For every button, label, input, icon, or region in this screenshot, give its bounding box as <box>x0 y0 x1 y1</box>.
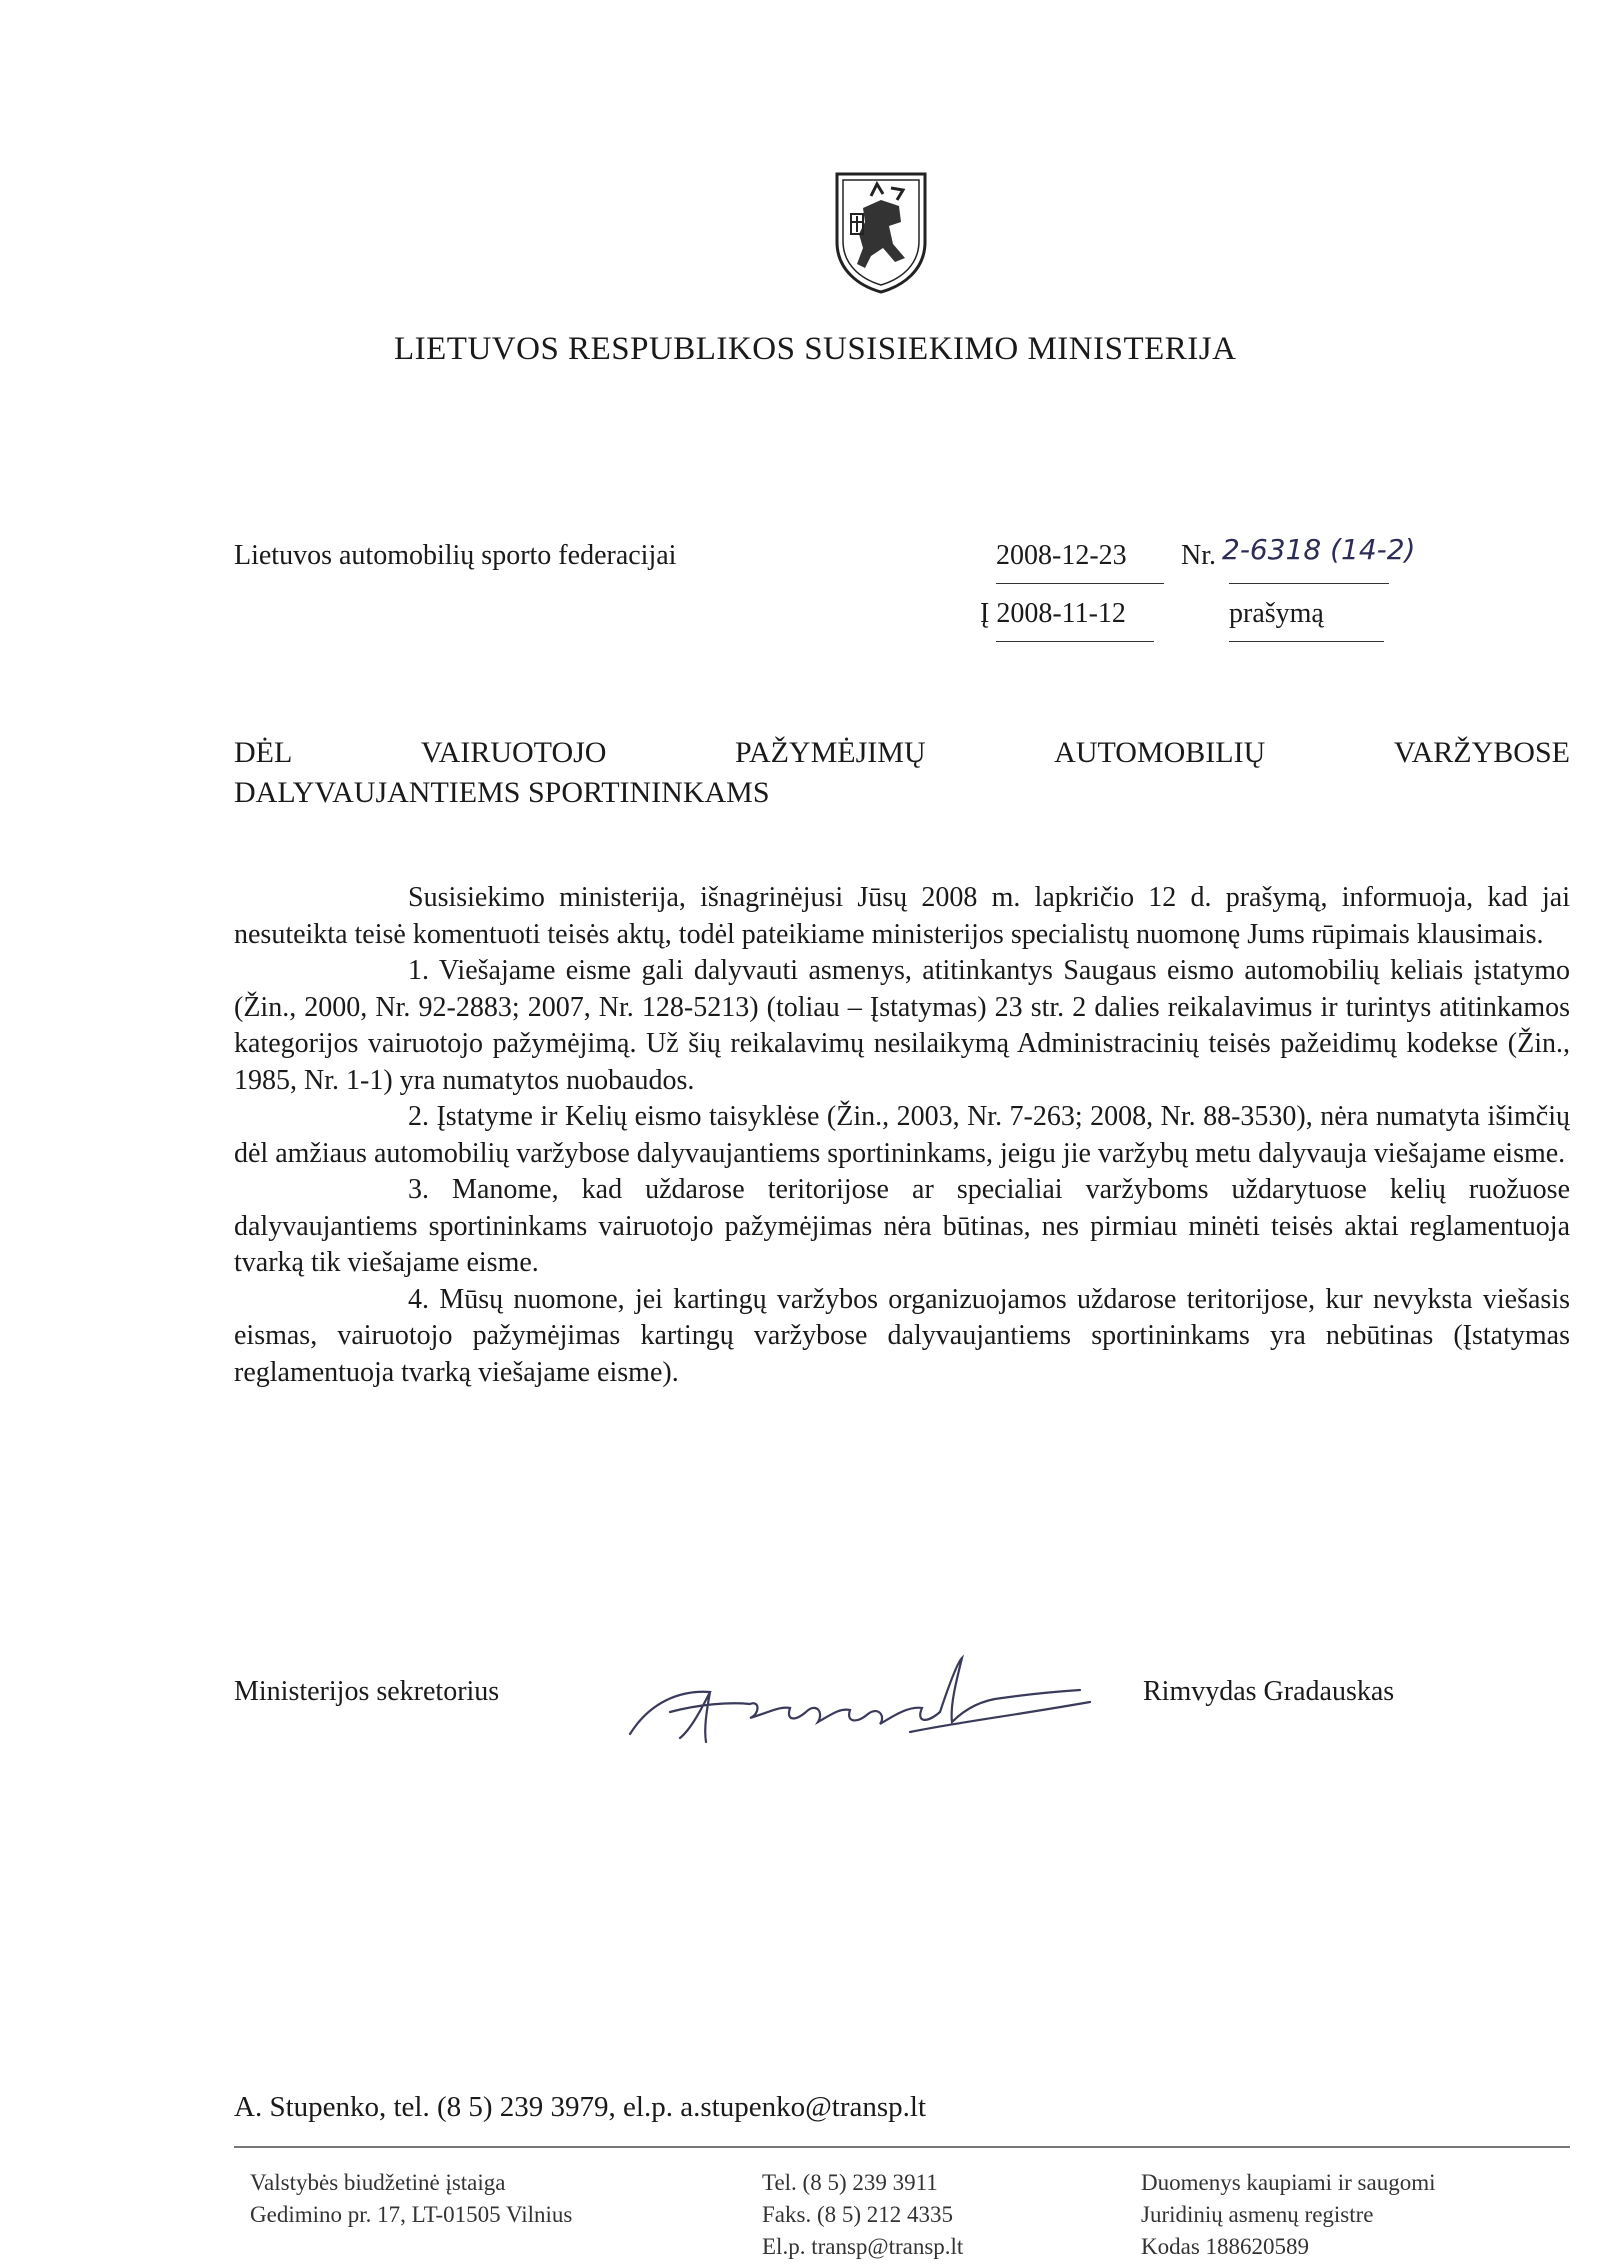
body-paragraph: 1. Viešajame eisme gali dalyvauti asmenys, atitinkantys Saugaus eismo automobilių keliais įstatymo (Žin., 2000, Nr. 92-2883; 2007, Nr. 128-5213) (toliau – Įstatymas) 23 str. 2 dalies reikalavimus ir turintys atitinkamos kategorijos vairuotojo pažymėjimą. Už šių reikalavimų nesilaikymą Administracinių teisės pažeidimų kodekse (Žin., 1985, Nr. 1-1) yra numatytos nuobaudos. <box>234 955 1570 1096</box>
footer-contacts <box>762 2167 963 2263</box>
reply-doc-underline <box>1229 641 1384 642</box>
footer-line: Gedimino pr. 17, LT-01505 Vilnius <box>250 2202 573 2227</box>
coat-of-arms-icon <box>831 170 931 296</box>
footer-line: Faks. (8 5) 212 4335 <box>762 2202 954 2227</box>
contact-person: A. Stupenko, tel. (8 5) 239 3979, el.p. a.stupenko@transp.lt <box>234 2091 927 2123</box>
footer-registry <box>1141 2167 1436 2263</box>
letter-subject <box>234 733 1570 813</box>
reply-date-underline <box>996 641 1154 642</box>
footer-line: El.p. transp@transp.lt <box>762 2234 964 2259</box>
subject-word: VARŽYBOSE <box>1393 736 1570 769</box>
body-paragraph: Susisiekimo ministerija, išnagrinėjusi Jūsų 2008 m. lapkričio 12 d. prašymą, informuoja, kad jai nesuteikta teisė komentuoti teisės aktų, todėl pateikiame ministerijos specialistų nuomonę Jums rūpimais klausimais. <box>234 882 1570 950</box>
footer-divider <box>234 2146 1570 2148</box>
footer-line: Kodas 188620589 <box>1141 2234 1310 2259</box>
date-underline <box>996 583 1164 584</box>
number-label: Nr. <box>1181 540 1216 571</box>
signer-name: Rimvydas Gradauskas <box>1143 1676 1395 1707</box>
body-paragraph: 2. Įstatyme ir Kelių eismo taisyklėse (Žin., 2003, Nr. 7-263; 2008, Nr. 88-3530), nėra numatyta išimčių dėl amžiaus automobilių varžybose dalyvaujantiems sportininkams, jeigu jie varžybų metu dalyvauja viešajame eisme. <box>234 1101 1570 1169</box>
footer-institution <box>250 2167 572 2231</box>
letter-number: 2-6318 (14-2) <box>1222 533 1416 566</box>
subject-line-2: DALYVAUJANTIEMS SPORTININKAMS <box>234 776 770 809</box>
reply-to-document: prašymą <box>1229 598 1324 629</box>
signer-title: Ministerijos sekretorius <box>234 1676 500 1707</box>
handwritten-signature-icon <box>610 1642 1110 1752</box>
number-underline <box>1229 583 1389 584</box>
subject-line-1 <box>234 733 1570 773</box>
subject-word: VAIRUOTOJO <box>420 736 607 769</box>
subject-word: PAŽYMĖJIMŲ <box>735 736 926 769</box>
addressee: Lietuvos automobilių sporto federacijai <box>234 540 677 571</box>
subject-word: DĖL <box>234 736 293 769</box>
reply-to-date: Į 2008-11-12 <box>980 598 1126 629</box>
subject-word: AUTOMOBILIŲ <box>1054 736 1266 769</box>
letter-date: 2008-12-23 <box>996 540 1127 571</box>
letter-body <box>234 880 1570 1391</box>
body-paragraph: 3. Manome, kad uždarose teritorijose ar specialiai varžyboms uždarytuose kelių ruožuose dalyvaujantiems sportininkams vairuotojo pažymėjimas nėra būtinas, nes pirmiau minėti teisės aktai reglamentuoja tvarką tik viešajame eisme. <box>234 1174 1570 1278</box>
footer-line: Juridinių asmenų registre <box>1141 2202 1374 2227</box>
footer-line: Tel. (8 5) 239 3911 <box>762 2170 938 2195</box>
ministry-title: LIETUVOS RESPUBLIKOS SUSISIEKIMO MINISTERIJA <box>394 331 1237 367</box>
body-paragraph: 4. Mūsų nuomone, jei kartingų varžybos organizuojamos uždarose teritorijose, kur nevyksta viešasis eismas, vairuotojo pažymėjimas kartingų varžybose dalyvaujantiems sportininkams yra nebūtinas (Įstatymas reglamentuoja tvarką viešajame eisme). <box>234 1283 1570 1388</box>
footer-line: Valstybės biudžetinė įstaiga <box>250 2170 506 2195</box>
footer-line: Duomenys kaupiami ir saugomi <box>1141 2170 1436 2195</box>
